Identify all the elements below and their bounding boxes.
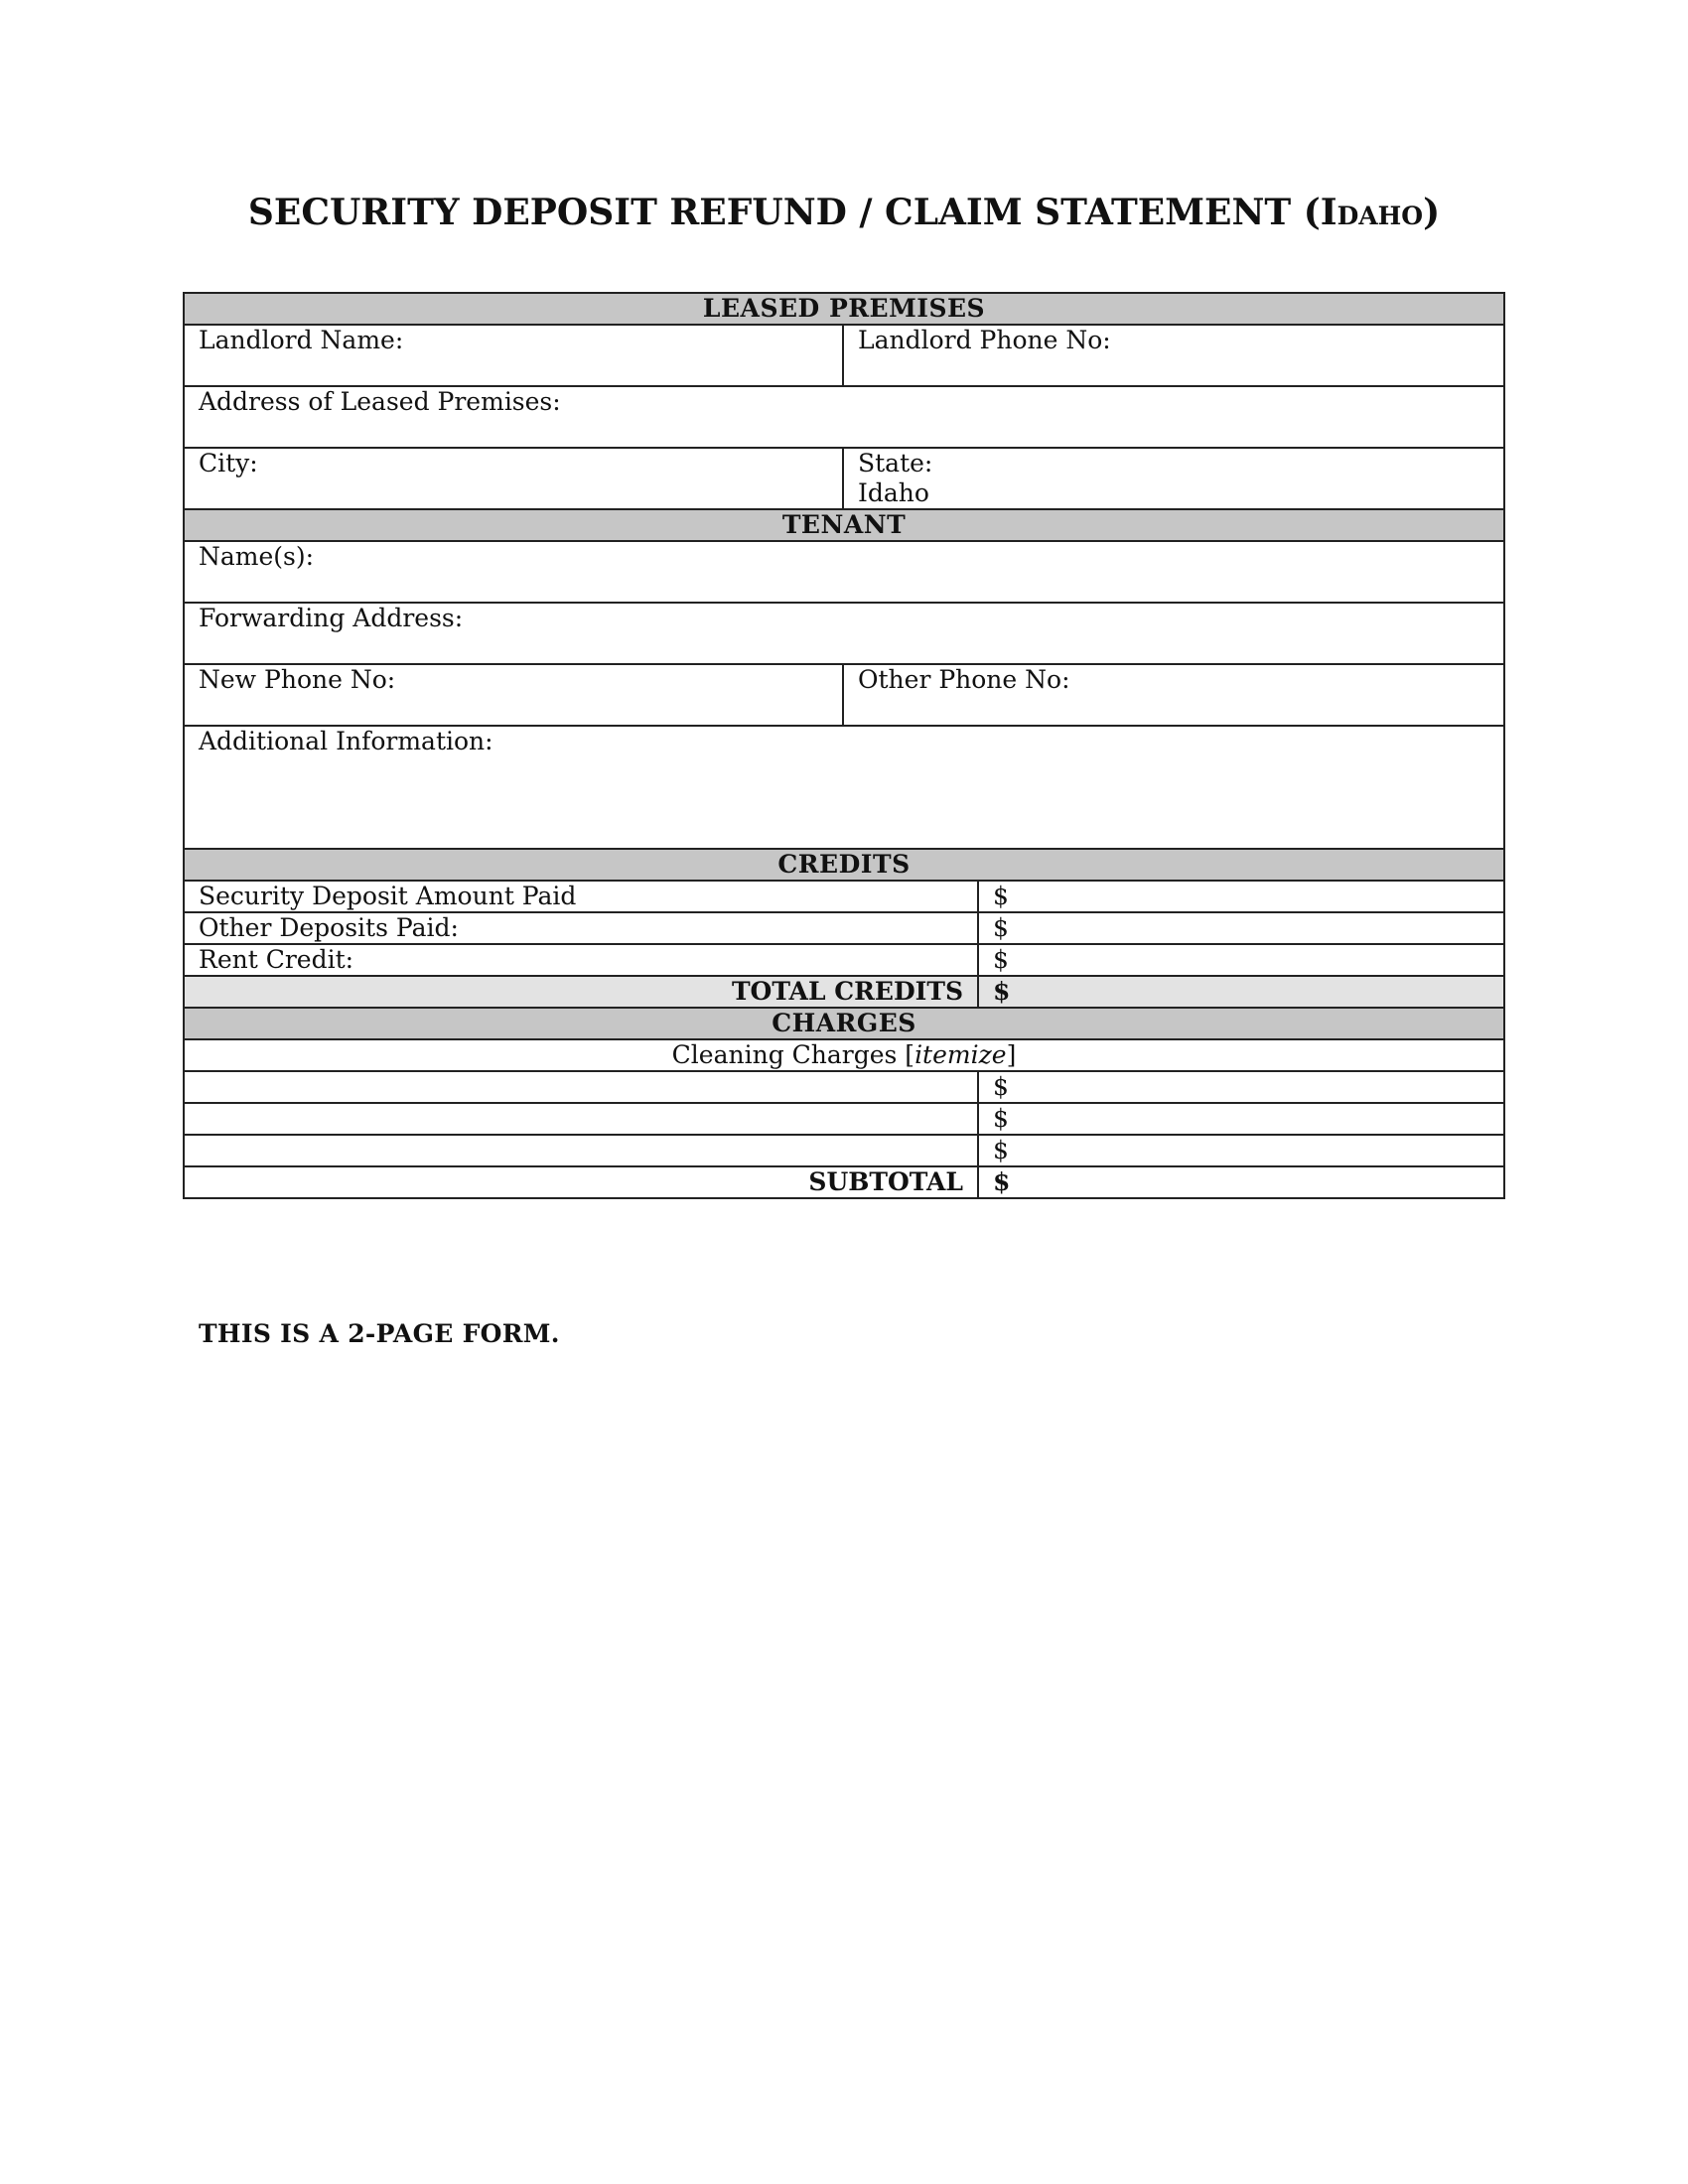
state-value: Idaho (858, 478, 929, 507)
charge-amount-field[interactable]: $ (978, 1071, 1504, 1103)
credit-row-label: Rent Credit: (184, 944, 978, 976)
credits-header: CREDITS (184, 849, 1504, 881)
landlord-phone-label: Landlord Phone No: (858, 326, 1111, 354)
credit-amount-field[interactable]: $ (978, 881, 1504, 912)
landlord-name-label: Landlord Name: (199, 326, 404, 354)
credit-row-label: Security Deposit Amount Paid (184, 881, 978, 912)
city-field[interactable] (184, 448, 843, 509)
cleaning-charges-text: Cleaning Charges [ (671, 1040, 915, 1069)
charge-item-field[interactable] (184, 1135, 978, 1166)
cleaning-close-bracket: ] (1006, 1040, 1017, 1069)
charge-item-field[interactable] (184, 1103, 978, 1135)
new-phone-label: New Phone No: (199, 665, 396, 694)
premises-address-label: Address of Leased Premises: (199, 387, 561, 416)
subtotal-field[interactable]: $ (978, 1166, 1504, 1198)
title-state-close: ) (1423, 192, 1441, 233)
premises-address-field[interactable] (184, 386, 1504, 448)
subtotal-label: SUBTOTAL (184, 1166, 978, 1198)
credit-row-label: Other Deposits Paid: (184, 912, 978, 944)
landlord-name-field[interactable] (184, 325, 843, 386)
credit-amount-field[interactable]: $ (978, 912, 1504, 944)
charge-amount-field[interactable]: $ (978, 1103, 1504, 1135)
charge-item-field[interactable] (184, 1071, 978, 1103)
other-phone-label: Other Phone No: (858, 665, 1070, 694)
landlord-phone-field[interactable] (843, 325, 1504, 386)
tenant-names-field[interactable] (184, 541, 1504, 603)
tenant-names-label: Name(s): (199, 542, 315, 571)
deposit-form-table (183, 292, 1505, 1199)
total-credits-label: TOTAL CREDITS (184, 976, 978, 1008)
cleaning-itemize-text: itemize (914, 1040, 1007, 1069)
document-title (0, 192, 1688, 233)
title-state: Idaho (1320, 192, 1424, 233)
charge-amount-field[interactable]: $ (978, 1135, 1504, 1166)
two-page-form-note: THIS IS A 2-PAGE FORM. (199, 1319, 560, 1348)
state-label: State: (858, 449, 933, 478)
city-label: City: (199, 449, 258, 478)
additional-info-label: Additional Information: (199, 727, 493, 755)
total-credits-field[interactable]: $ (978, 976, 1504, 1008)
cleaning-charges-label (184, 1039, 1504, 1071)
forwarding-address-field[interactable] (184, 603, 1504, 664)
new-phone-field[interactable] (184, 664, 843, 726)
additional-info-field[interactable] (184, 726, 1504, 849)
tenant-header: TENANT (184, 509, 1504, 541)
other-phone-field[interactable] (843, 664, 1504, 726)
state-field[interactable] (843, 448, 1504, 509)
leased-premises-header: LEASED PREMISES (184, 293, 1504, 325)
title-state-open: ( (1303, 192, 1321, 233)
title-main: SECURITY DEPOSIT REFUND / CLAIM STATEMENT (247, 192, 1292, 233)
forwarding-address-label: Forwarding Address: (199, 604, 464, 632)
charges-header: CHARGES (184, 1008, 1504, 1039)
credit-amount-field[interactable]: $ (978, 944, 1504, 976)
